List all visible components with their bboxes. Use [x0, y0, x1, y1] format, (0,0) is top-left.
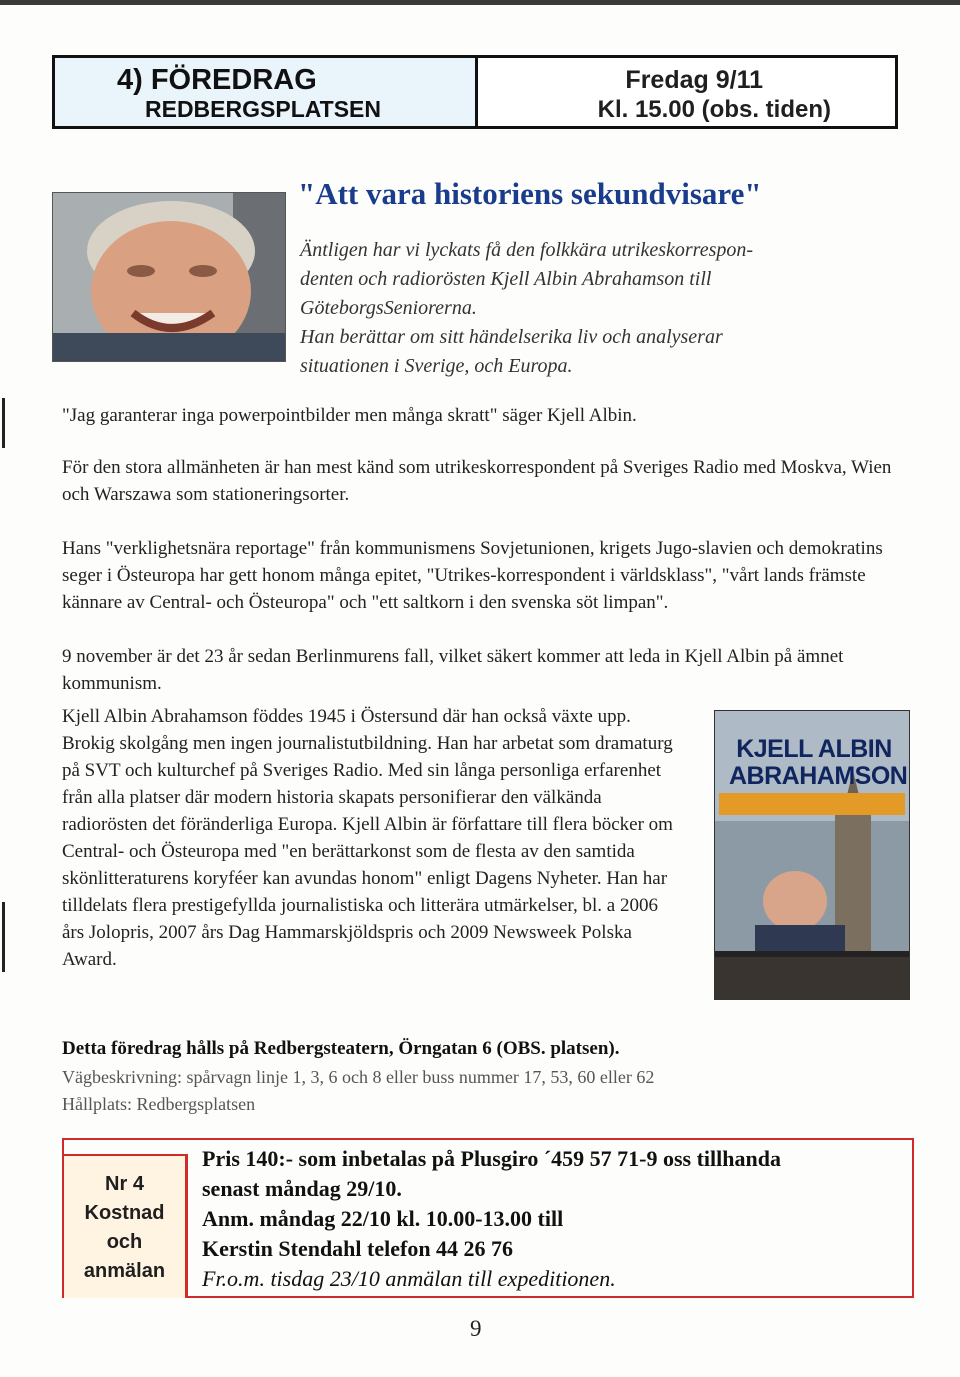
- contact-line: Kerstin Stendahl telefon 44 26 76: [202, 1236, 514, 1261]
- intro-line: Han berättar om sitt händelserika liv och analyserar: [300, 326, 723, 348]
- cost-label-line: Nr 4: [105, 1173, 144, 1195]
- price-box: [62, 1138, 914, 1298]
- price-line: Pris 140:- som inbetalas på Plusgiro ´459 57 71-9 oss tillhanda: [202, 1146, 781, 1171]
- top-border: [0, 0, 960, 5]
- page-number: 9: [470, 1316, 482, 1341]
- route-text: Vägbeskrivning: spårvagn linje 1, 3, 6 och 8 eller buss nummer 17, 53, 60 eller 62: [62, 1067, 655, 1087]
- deadline-line: senast måndag 29/10.: [202, 1176, 402, 1201]
- margin-mark: [2, 902, 5, 972]
- lecture-title: "Att vara historiens sekundvisare": [298, 176, 762, 211]
- intro-text: [300, 236, 900, 381]
- event-number: 4) FÖREDRAG: [117, 64, 317, 96]
- paragraph-radio: För den stora allmänheten är han mest känd som utrikeskorrespondent på Sveriges Radio med Moskva, Wien och Warszawa som stationeringsorter.: [62, 457, 892, 505]
- intro-line: situationen i Sverige, och Europa.: [300, 355, 573, 377]
- paragraph-reportage: Hans "verklighetsnära reportage" från kommunismens Sovjetunionen, krigets Jugo-slavien och demokratins seger i Östeuropa har gett honom många epitet, "Utrikes-korrespondent i världsklass", "vårt lands främste kännare av Central- och Östeuropa" och "ett saltkorn i den svenska söt limpan".: [62, 538, 883, 613]
- later-registration-line: Fr.o.m. tisdag 23/10 anmälan till expeditionen.: [202, 1266, 616, 1291]
- venue-notice: Detta föredrag hålls på Redbergsteatern, Örngatan 6 (OBS. platsen).: [62, 1038, 620, 1059]
- registration-line: Anm. måndag 22/10 kl. 10.00-13.00 till: [202, 1206, 564, 1231]
- book-subtitle-band: [719, 793, 905, 815]
- book-cover: [714, 710, 910, 1000]
- speaker-portrait-icon: [53, 193, 285, 361]
- event-header-right: [478, 58, 895, 126]
- event-header: [52, 55, 898, 129]
- stop-text: Hållplats: Redbergsplatsen: [62, 1094, 256, 1114]
- paragraph-biography: Kjell Albin Abrahamson föddes 1945 i Östersund där han också växte upp. Brokig skolgång men ingen journalistutbildning. Han har arbetat som dramaturg på SVT och kulturchef på Sveriges Radio. Med sin långa personliga erfarenhet från alla platser där modern historia skapats personifierar den välkända radiorösten det föränderliga Europa. Kjell Albin är författare till flera böcker om Central- och Östeuropa med "en berättarkonst som de flesta av den samtida skönlitteraturens koryféer kan avundas honom" enligt Dagens Nyheter. Han har tilldelats flera prestigefyllda journalistiska och litterära utmärkelser, bl. a 2006 års Jolopris, 2007 års Dag Hammarskjöldspris och 2009 Newsweek Polska Award.: [62, 706, 673, 970]
- event-header-left: [55, 58, 478, 126]
- price-details: [202, 1144, 902, 1294]
- quote-paragraph: "Jag garanterar inga powerpointbilder men många skratt" säger Kjell Albin.: [62, 405, 637, 426]
- intro-line: denten och radiorösten Kjell Albin Abrahamson till: [300, 268, 712, 290]
- paragraph-berlin: 9 november är det 23 år sedan Berlinmurens fall, vilket säkert kommer att leda in Kjell Albin på ämnet kommunism.: [62, 646, 844, 694]
- route-info: [62, 1064, 654, 1118]
- event-time: Kl. 15.00 (obs. tiden): [597, 96, 831, 123]
- book-title: KJELL ALBIN ABRAHAMSON: [729, 735, 908, 790]
- cost-label-line: anmälan: [83, 1260, 166, 1282]
- event-place: REDBERGSPLATSEN: [145, 96, 381, 122]
- event-date: Fredag 9/11: [625, 66, 763, 94]
- speaker-photo: [52, 192, 286, 362]
- cost-label-box: [64, 1154, 188, 1298]
- intro-line: Äntligen har vi lyckats få den folkkära utrikeskorrespon-: [300, 239, 754, 261]
- cost-label-line: och: [106, 1231, 143, 1253]
- cost-label-line: Kostnad: [84, 1202, 165, 1224]
- intro-line: GöteborgsSeniorerna.: [300, 297, 477, 319]
- margin-mark: [2, 398, 5, 448]
